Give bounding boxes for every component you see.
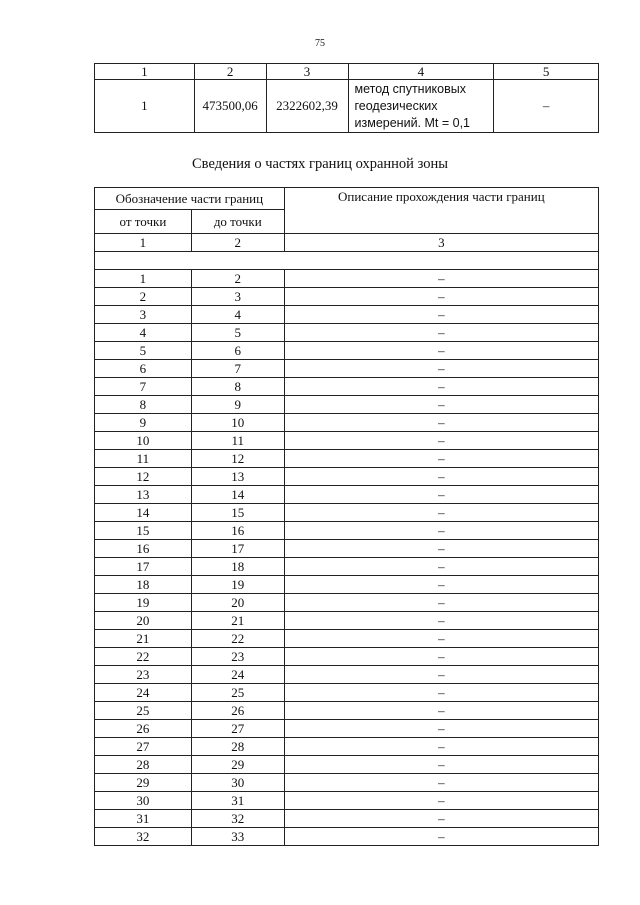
to-point-cell: 30 [191, 774, 284, 792]
column-numbers-row [95, 234, 599, 252]
to-point-cell: 33 [191, 828, 284, 846]
column-number-2: 2 [194, 64, 266, 80]
description-cell: – [284, 810, 598, 828]
from-point-cell: 31 [95, 810, 192, 828]
from-point-cell: 28 [95, 756, 192, 774]
from-point-cell: 7 [95, 378, 192, 396]
to-point-cell: 32 [191, 810, 284, 828]
to-point-cell: 12 [191, 450, 284, 468]
from-point-cell: 18 [95, 576, 192, 594]
from-point-cell: 6 [95, 360, 192, 378]
from-point-cell: 9 [95, 414, 192, 432]
column-number-1: 1 [95, 234, 192, 252]
to-point-cell: 18 [191, 558, 284, 576]
from-point-cell: 2 [95, 288, 192, 306]
to-point-cell: 6 [191, 342, 284, 360]
to-point-cell: 22 [191, 630, 284, 648]
description-cell: – [284, 486, 598, 504]
from-point-cell: 26 [95, 720, 192, 738]
to-point-cell: 24 [191, 666, 284, 684]
from-point-cell: 32 [95, 828, 192, 846]
from-point-cell: 15 [95, 522, 192, 540]
description-cell: – [284, 630, 598, 648]
table-row [95, 378, 599, 396]
x-coordinate-cell: 473500,06 [194, 80, 266, 133]
table-row [95, 504, 599, 522]
description-cell: – [284, 270, 598, 288]
to-point-cell: 4 [191, 306, 284, 324]
table-row [95, 738, 599, 756]
from-point-cell: 5 [95, 342, 192, 360]
from-point-cell: 24 [95, 684, 192, 702]
table-row [95, 702, 599, 720]
page-number: 75 [315, 38, 325, 49]
column-number-1: 1 [95, 64, 195, 80]
description-cell: – [284, 828, 598, 846]
to-point-cell: 8 [191, 378, 284, 396]
table-row [95, 612, 599, 630]
boundary-table-body [95, 188, 599, 846]
table-row [95, 558, 599, 576]
column-number-3: 3 [284, 234, 598, 252]
coordinates-header-row [95, 64, 599, 80]
table-row [95, 792, 599, 810]
table-row [95, 324, 599, 342]
description-cell: – [284, 720, 598, 738]
boundary-parts-table [94, 187, 599, 846]
description-cell: – [284, 468, 598, 486]
to-point-cell: 26 [191, 702, 284, 720]
to-point-cell: 7 [191, 360, 284, 378]
section-title: Сведения о частях границ охранной зоны [192, 156, 448, 172]
table-row [95, 774, 599, 792]
from-point-cell: 21 [95, 630, 192, 648]
from-point-header: от точки [95, 210, 192, 234]
to-point-cell: 20 [191, 594, 284, 612]
description-header: Описание прохождения части границ [284, 188, 598, 234]
description-cell: – [284, 432, 598, 450]
to-point-cell: 15 [191, 504, 284, 522]
table-row [95, 720, 599, 738]
description-cell: – [284, 666, 598, 684]
from-point-cell: 13 [95, 486, 192, 504]
to-point-cell: 19 [191, 576, 284, 594]
description-cell: – [284, 576, 598, 594]
table-row [95, 306, 599, 324]
description-cell: – [284, 756, 598, 774]
table-row [95, 288, 599, 306]
description-cell: – [284, 324, 598, 342]
description-cell: – [284, 522, 598, 540]
table-row [95, 810, 599, 828]
description-cell: – [284, 774, 598, 792]
to-point-cell: 10 [191, 414, 284, 432]
description-cell: – [284, 450, 598, 468]
description-cell: – [284, 306, 598, 324]
method-cell [348, 80, 494, 133]
method-line: измерений. Mt = 0,1 [354, 115, 471, 130]
table-row [95, 648, 599, 666]
from-point-cell: 30 [95, 792, 192, 810]
from-point-cell: 19 [95, 594, 192, 612]
to-point-cell: 11 [191, 432, 284, 450]
description-cell: – [284, 342, 598, 360]
table-row [95, 576, 599, 594]
group-header-row [95, 188, 599, 210]
to-point-cell: 5 [191, 324, 284, 342]
table-row [95, 450, 599, 468]
description-cell: – [284, 540, 598, 558]
to-point-cell: 3 [191, 288, 284, 306]
table-row [95, 360, 599, 378]
description-cell: – [284, 504, 598, 522]
from-point-cell: 10 [95, 432, 192, 450]
from-point-cell: 23 [95, 666, 192, 684]
to-point-cell: 9 [191, 396, 284, 414]
from-point-cell: 25 [95, 702, 192, 720]
table-row [95, 630, 599, 648]
from-point-cell: 11 [95, 450, 192, 468]
description-cell: – [284, 612, 598, 630]
blank-cell [95, 252, 599, 270]
description-cell: – [284, 396, 598, 414]
from-point-cell: 8 [95, 396, 192, 414]
method-line: метод спутниковых [354, 81, 466, 96]
from-point-cell: 27 [95, 738, 192, 756]
column-number-5: 5 [494, 64, 599, 80]
from-point-cell: 3 [95, 306, 192, 324]
description-cell: – [284, 558, 598, 576]
from-point-cell: 16 [95, 540, 192, 558]
to-point-cell: 23 [191, 648, 284, 666]
description-cell: – [284, 684, 598, 702]
from-point-cell: 1 [95, 270, 192, 288]
table-row [95, 828, 599, 846]
to-point-cell: 2 [191, 270, 284, 288]
to-point-cell: 14 [191, 486, 284, 504]
from-point-cell: 17 [95, 558, 192, 576]
description-cell: – [284, 360, 598, 378]
description-cell: – [284, 702, 598, 720]
to-point-cell: 13 [191, 468, 284, 486]
description-cell: – [284, 648, 598, 666]
table-row [95, 468, 599, 486]
to-point-cell: 29 [191, 756, 284, 774]
table-row [95, 540, 599, 558]
to-point-cell: 16 [191, 522, 284, 540]
table-row [95, 594, 599, 612]
to-point-cell: 25 [191, 684, 284, 702]
description-cell: – [284, 594, 598, 612]
method-line: геодезических [354, 98, 438, 113]
description-cell: – [284, 414, 598, 432]
to-point-cell: 17 [191, 540, 284, 558]
table-row [95, 270, 599, 288]
coordinates-data-row [95, 80, 599, 133]
to-point-cell: 27 [191, 720, 284, 738]
to-point-cell: 31 [191, 792, 284, 810]
y-coordinate-cell: 2322602,39 [266, 80, 348, 133]
column-number-2: 2 [191, 234, 284, 252]
column-5-cell: – [494, 80, 599, 133]
table-row [95, 432, 599, 450]
description-cell: – [284, 288, 598, 306]
from-point-cell: 12 [95, 468, 192, 486]
table-row [95, 684, 599, 702]
description-cell: – [284, 378, 598, 396]
point-number-cell: 1 [95, 80, 195, 133]
table-row [95, 486, 599, 504]
from-point-cell: 20 [95, 612, 192, 630]
to-point-cell: 21 [191, 612, 284, 630]
coordinates-table [94, 63, 599, 133]
description-cell: – [284, 738, 598, 756]
table-row [95, 342, 599, 360]
to-point-cell: 28 [191, 738, 284, 756]
table-row [95, 522, 599, 540]
table-row [95, 396, 599, 414]
blank-row [95, 252, 599, 270]
table-row [95, 756, 599, 774]
description-cell: – [284, 792, 598, 810]
column-number-3: 3 [266, 64, 348, 80]
from-point-cell: 29 [95, 774, 192, 792]
boundary-designation-header: Обозначение части границ [95, 188, 285, 210]
from-point-cell: 22 [95, 648, 192, 666]
from-point-cell: 4 [95, 324, 192, 342]
from-point-cell: 14 [95, 504, 192, 522]
to-point-header: до точки [191, 210, 284, 234]
column-number-4: 4 [348, 64, 494, 80]
table-row [95, 666, 599, 684]
table-row [95, 414, 599, 432]
